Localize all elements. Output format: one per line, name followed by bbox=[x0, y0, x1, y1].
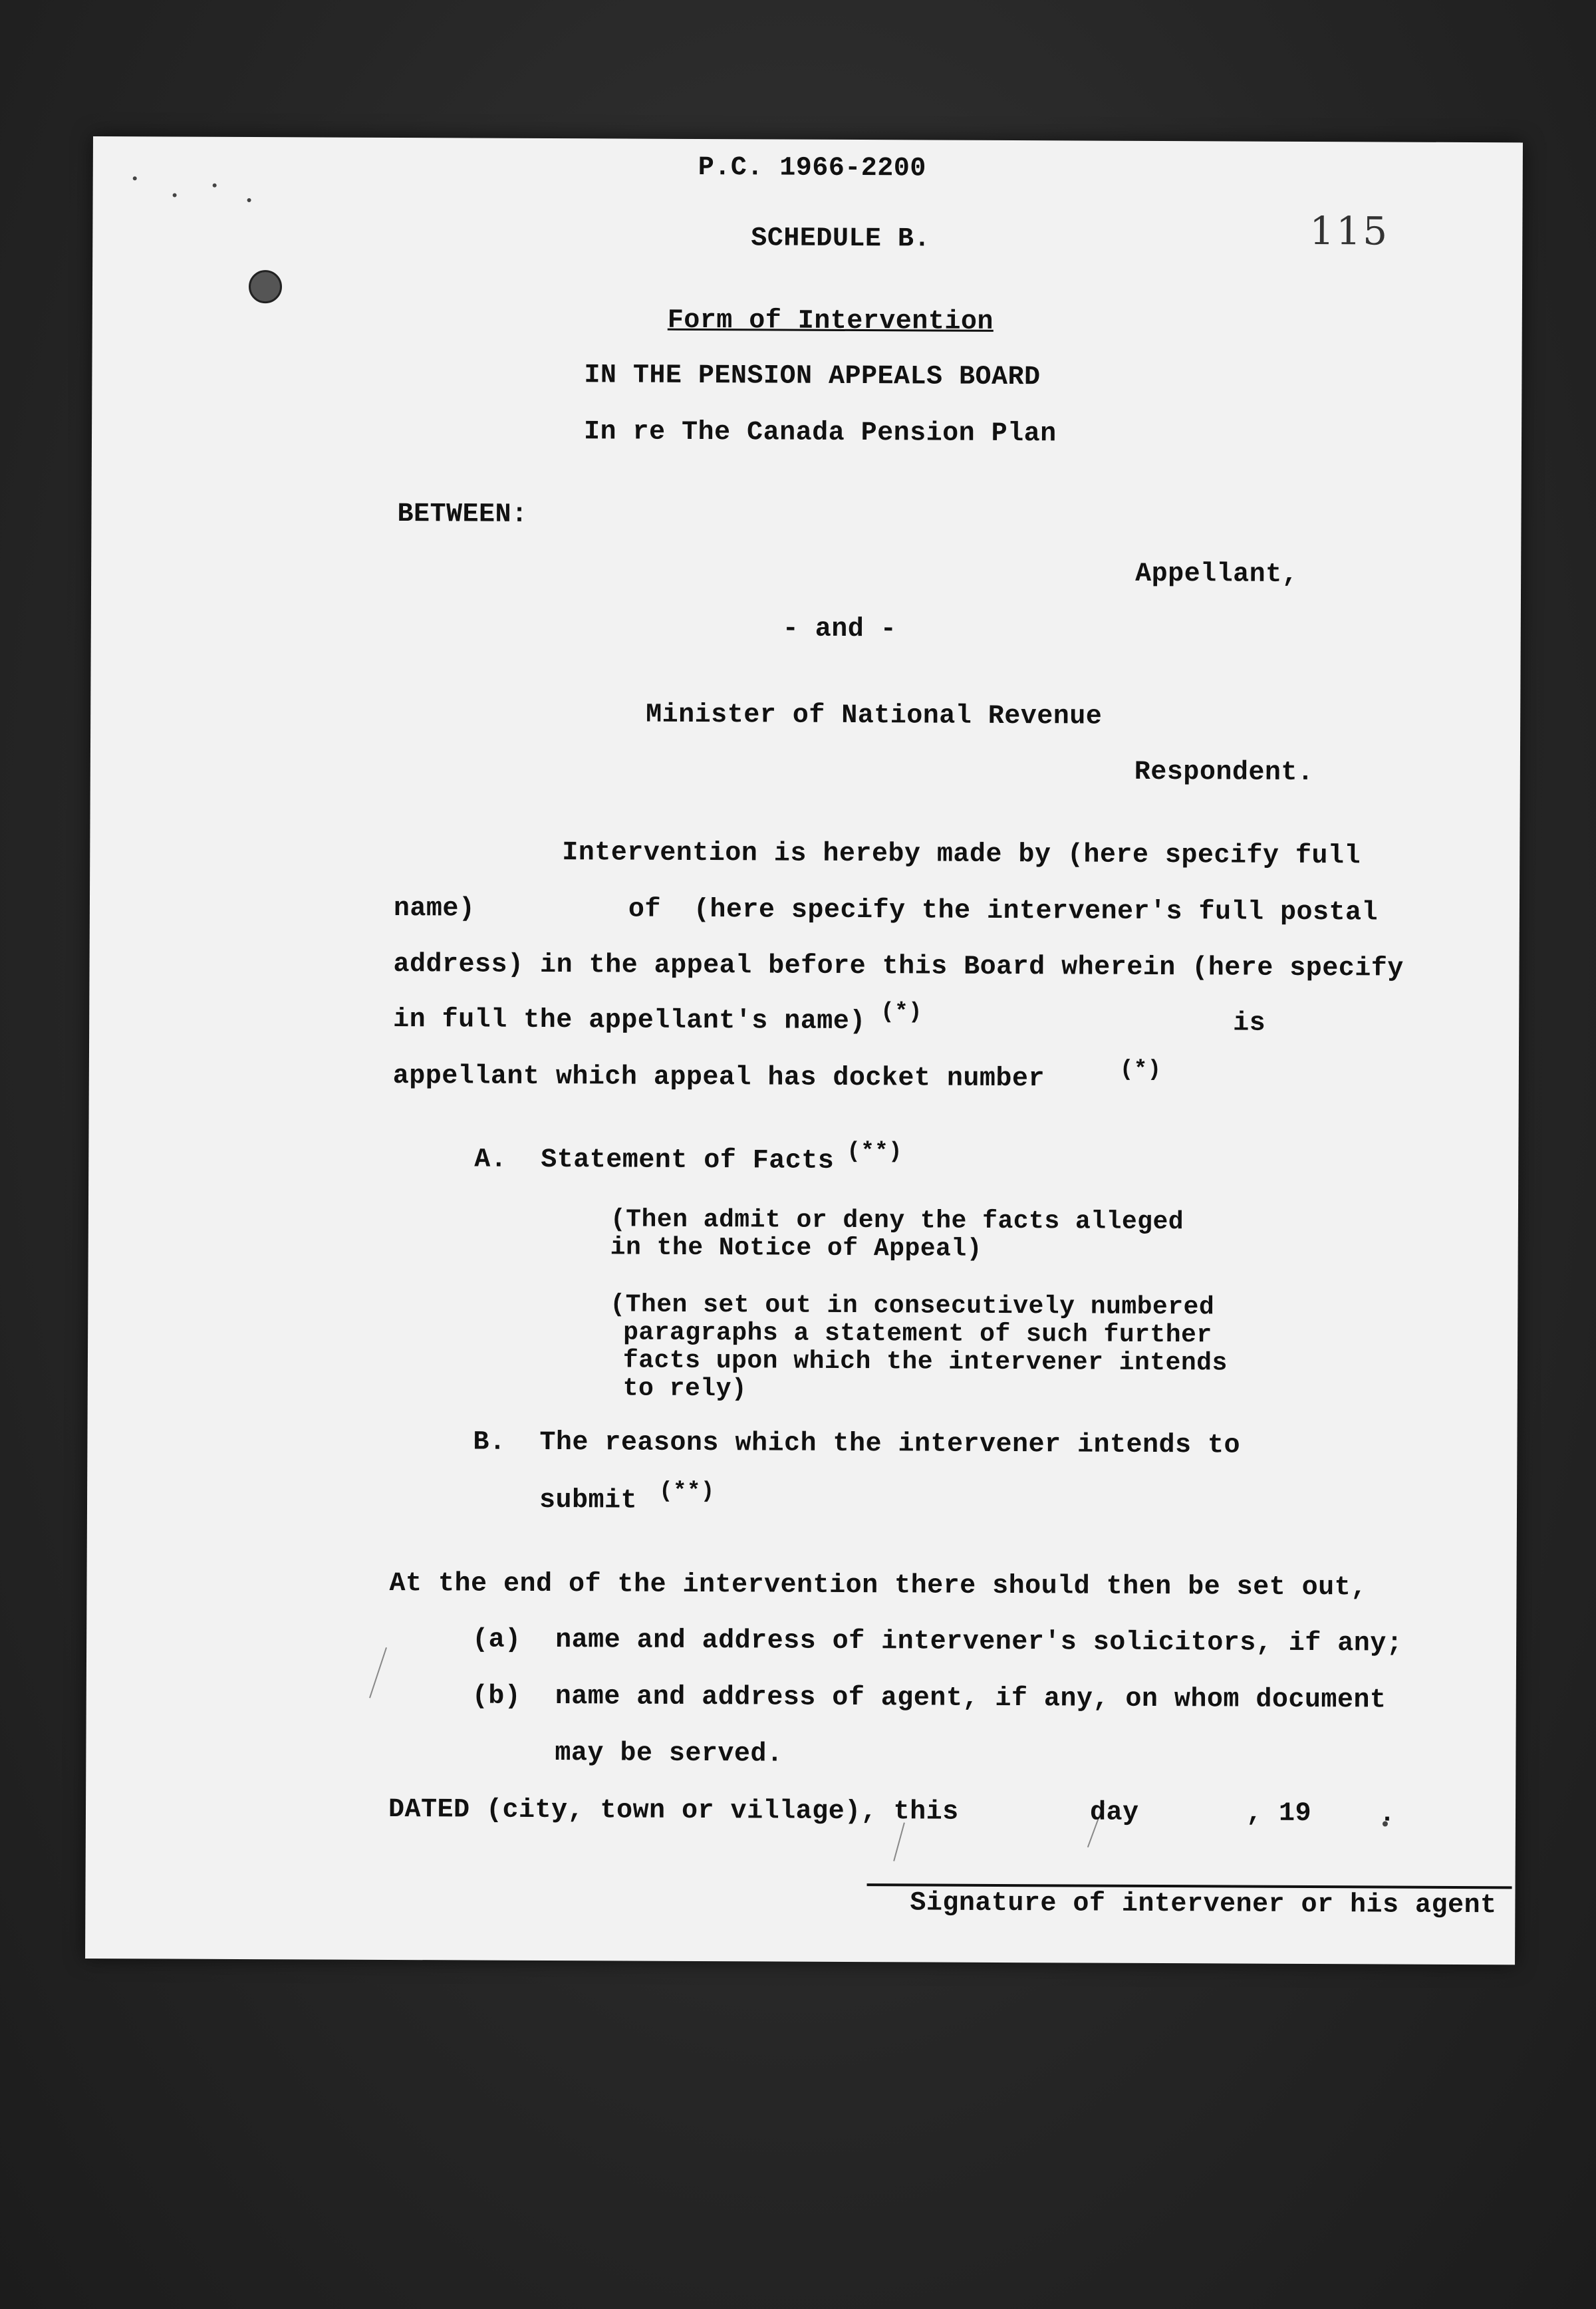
respondent-name: Minister of National Revenue bbox=[646, 700, 1103, 732]
closing-intro: At the end of the intervention there should then be set out, bbox=[389, 1568, 1367, 1603]
section-a-note2-line1: (Then set out in consecutively numbered bbox=[610, 1290, 1215, 1322]
section-a-heading: Statement of Facts bbox=[541, 1145, 835, 1176]
appellant-label: Appellant, bbox=[1135, 559, 1299, 590]
closing-item-a-text: name and address of intervener's solicitors, if any; bbox=[555, 1625, 1403, 1659]
closing-item-a-label: (a) bbox=[472, 1625, 521, 1655]
dust-speck bbox=[133, 176, 137, 180]
form-title: Form of Intervention bbox=[667, 305, 994, 337]
in-re-title: In re The Canada Pension Plan bbox=[583, 417, 1057, 450]
body-line-5-mark: (*) bbox=[1119, 1057, 1162, 1083]
closing-item-b-text-2: may be served. bbox=[555, 1738, 783, 1770]
scan-scratch bbox=[893, 1822, 905, 1861]
dust-speck bbox=[173, 194, 177, 198]
section-a-note1-line2: in the Notice of Appeal) bbox=[610, 1233, 983, 1264]
dust-speck bbox=[247, 198, 251, 202]
section-b-line-1: The reasons which the intervener intends to bbox=[539, 1427, 1241, 1461]
dust-speck bbox=[213, 184, 217, 188]
section-b-mark: (**) bbox=[659, 1478, 715, 1505]
scan-scratch bbox=[369, 1647, 387, 1698]
section-a-letter: A. bbox=[474, 1145, 507, 1175]
signature-caption: Signature of intervener or his agent bbox=[910, 1888, 1497, 1921]
punch-hole bbox=[249, 270, 282, 303]
section-a-note2-line4: to rely) bbox=[622, 1374, 747, 1404]
section-b-letter: B. bbox=[473, 1427, 506, 1458]
body-line-2a: name) bbox=[393, 893, 475, 924]
dated-year-dot: . bbox=[1379, 1799, 1396, 1830]
body-line-3: address) in the appeal before this Board wherein (here specify bbox=[393, 949, 1404, 984]
section-b-line-2: submit bbox=[539, 1485, 638, 1516]
section-a-note2-line2: paragraphs a statement of such further bbox=[623, 1318, 1212, 1350]
schedule-label: SCHEDULE B. bbox=[751, 223, 930, 255]
body-line-4b: is bbox=[1233, 1008, 1266, 1039]
respondent-label: Respondent. bbox=[1134, 757, 1314, 789]
section-a-note2-line3: facts upon which the intervener intends bbox=[622, 1346, 1228, 1378]
section-a-mark: (**) bbox=[847, 1139, 903, 1165]
and-separator: - and - bbox=[782, 614, 897, 645]
body-line-1: Intervention is hereby made by (here specify full bbox=[562, 838, 1361, 872]
body-line-5a: appellant which appeal has docket number bbox=[392, 1061, 1045, 1095]
document-page bbox=[85, 136, 1523, 1965]
dated-year-label: , 19 bbox=[1246, 1798, 1312, 1830]
body-line-2b: of (here specify the intervener's full postal bbox=[628, 894, 1379, 928]
section-a-note1-line1: (Then admit or deny the facts alleged bbox=[610, 1205, 1184, 1237]
board-title: IN THE PENSION APPEALS BOARD bbox=[584, 360, 1041, 393]
body-line-4a: in full the appellant's name) bbox=[393, 1004, 866, 1037]
closing-item-b-label: (b) bbox=[471, 1681, 521, 1712]
page-number: 115 bbox=[1309, 207, 1390, 254]
order-number: P.C. 1966-2200 bbox=[698, 152, 926, 184]
between-label: BETWEEN: bbox=[397, 499, 528, 530]
body-line-4-mark: (*) bbox=[880, 1000, 923, 1025]
dated-line: DATED (city, town or village), this bbox=[388, 1794, 959, 1828]
dated-day-label: day bbox=[1089, 1798, 1139, 1828]
closing-item-b-text-1: name and address of agent, if any, on whom document bbox=[555, 1682, 1387, 1716]
